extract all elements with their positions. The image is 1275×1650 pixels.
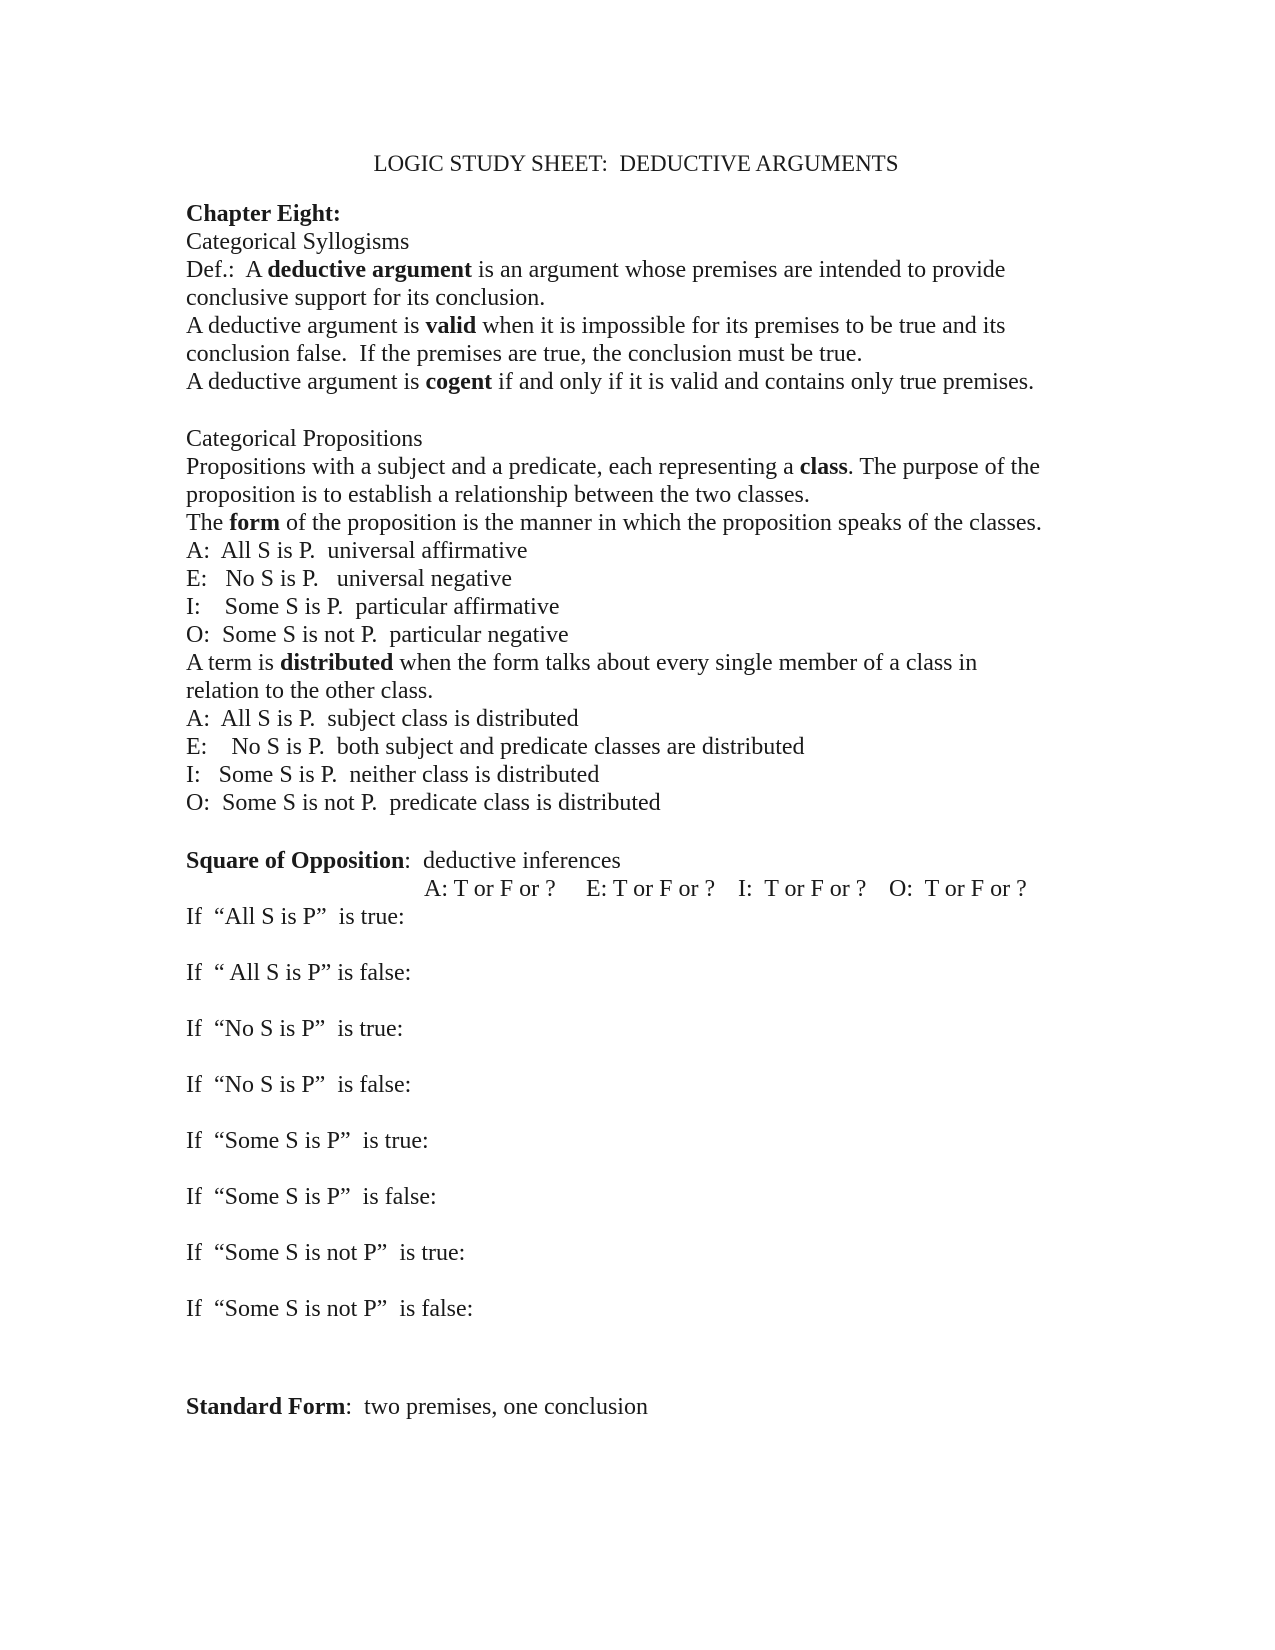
distribution-item: I: Some S is P. neither class is distributed: [186, 762, 600, 788]
class-definition-line-2: proposition is to establish a relationship between the two classes.: [186, 482, 810, 508]
distribution-item: E: No S is P. both subject and predicate classes are distributed: [186, 734, 805, 760]
definition-cogent: [186, 368, 1034, 396]
chapter-subheading: Categorical Syllogisms: [186, 229, 410, 255]
square-column-headers: [186, 875, 1086, 903]
column-header-a: A: T or F or ?: [424, 876, 556, 902]
cogent-rest: if and only if it is valid and contains only true premises.: [492, 369, 1035, 395]
valid-prefix: A deductive argument is: [186, 313, 426, 339]
distribution-item: O: Some S is not P. predicate class is distributed: [186, 790, 661, 816]
document-title: LOGIC STUDY SHEET: DEDUCTIVE ARGUMENTS: [373, 151, 899, 176]
def-prefix: Def.: A: [186, 257, 268, 283]
cogent-prefix: A deductive argument is: [186, 369, 426, 395]
standard-form-line: [186, 1393, 648, 1421]
chapter-heading: [186, 200, 341, 228]
term-class: class: [799, 454, 848, 480]
form-item: A: All S is P. universal affirmative: [186, 538, 528, 564]
standard-form-term: Standard Form: [186, 1394, 346, 1420]
document-page: [186, 0, 1086, 1650]
class-definition-line-1: [186, 453, 1040, 481]
distributed-definition-line-2: relation to the other class.: [186, 678, 434, 704]
distributed-definition-line-1: [186, 649, 977, 677]
form-prefix: The: [186, 510, 230, 536]
column-header-i: I: T or F or ?: [738, 876, 867, 902]
distribution-item: A: All S is P. subject class is distributed: [186, 706, 579, 732]
chapter-heading-text: Chapter Eight:: [186, 201, 341, 227]
square-row: If “No S is P” is true:: [186, 1016, 404, 1042]
square-row: If “Some S is P” is false:: [186, 1184, 437, 1210]
square-row: If “Some S is not P” is false:: [186, 1296, 474, 1322]
term-form: form: [229, 510, 280, 536]
standard-form-rest: : two premises, one conclusion: [345, 1394, 648, 1420]
square-heading: [186, 847, 621, 875]
dist-rest: when the form talks about every single member of a class in: [393, 650, 978, 676]
term-valid: valid: [425, 313, 477, 339]
form-item: O: Some S is not P. particular negative: [186, 622, 569, 648]
form-item: E: No S is P. universal negative: [186, 566, 512, 592]
square-heading-term: Square of Opposition: [186, 848, 405, 874]
square-heading-rest: : deductive inferences: [404, 848, 621, 874]
definition-valid-line-1: [186, 312, 1005, 340]
dist-prefix: A term is: [186, 650, 280, 676]
form-item: I: Some S is P. particular affirmative: [186, 594, 560, 620]
class-rest: . The purpose of the: [847, 454, 1040, 480]
square-row: If “Some S is P” is true:: [186, 1128, 429, 1154]
square-row: If “Some S is not P” is true:: [186, 1240, 466, 1266]
square-row: If “All S is P” is true:: [186, 904, 405, 930]
square-row: If “ All S is P” is false:: [186, 960, 412, 986]
def-rest: is an argument whose premises are intended to provide: [471, 257, 1006, 283]
term-cogent: cogent: [425, 369, 493, 395]
form-definition: [186, 509, 1042, 537]
propositions-heading: Categorical Propositions: [186, 426, 423, 452]
term-deductive-argument: deductive argument: [267, 257, 472, 283]
form-rest: of the proposition is the manner in which the proposition speaks of the classes.: [279, 510, 1042, 536]
square-row: If “No S is P” is false:: [186, 1072, 412, 1098]
column-header-e: E: T or F or ?: [586, 876, 716, 902]
term-distributed: distributed: [280, 650, 394, 676]
definition-deductive-line-2: conclusive support for its conclusion.: [186, 285, 546, 311]
column-header-o: O: T or F or ?: [889, 876, 1027, 902]
class-prefix: Propositions with a subject and a predicate, each representing a: [186, 454, 800, 480]
definition-deductive-line-1: [186, 256, 1005, 284]
definition-valid-line-2: conclusion false. If the premises are true, the conclusion must be true.: [186, 341, 863, 367]
valid-rest: when it is impossible for its premises to be true and its: [476, 313, 1006, 339]
